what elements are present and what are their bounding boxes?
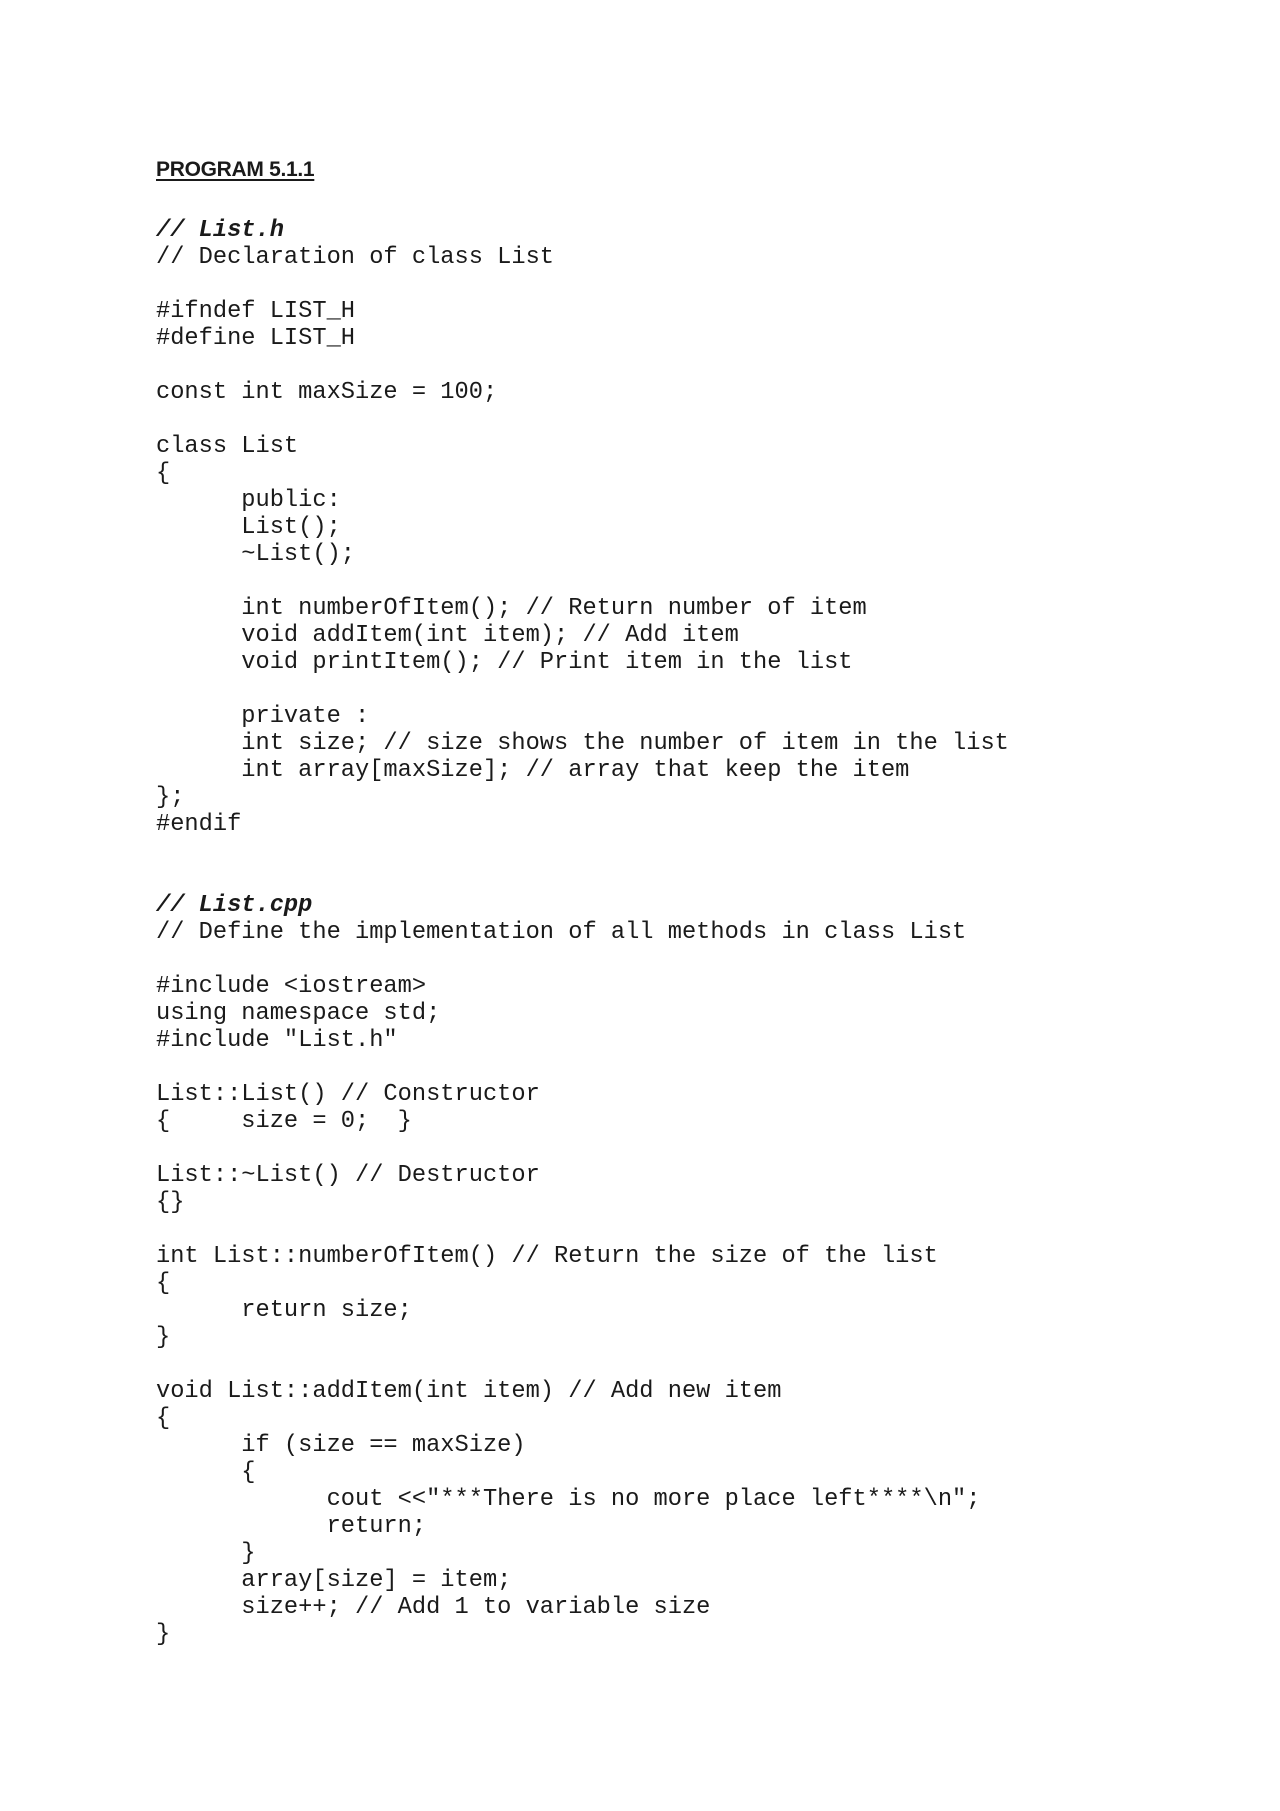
code-line: int List::numberOfItem() // Return the size of the list <box>156 1243 938 1270</box>
code-line: class List <box>156 433 299 460</box>
code-line: #include <iostream> <box>156 973 427 1000</box>
code-line: { <box>156 1405 171 1432</box>
code-line <box>156 271 1280 298</box>
code-line <box>156 1351 1280 1378</box>
code-line: array[size] = item; <box>156 1567 512 1594</box>
code-line <box>156 676 1280 703</box>
code-line: } <box>156 1324 171 1351</box>
code-line: // Declaration of class List <box>156 244 555 271</box>
code-line <box>156 1135 1280 1162</box>
code-line: // Define the implementation of all methods in class List <box>156 919 967 946</box>
code-line: } <box>156 1621 171 1648</box>
code-line <box>156 352 1280 379</box>
code-line: int numberOfItem(); // Return number of item <box>156 595 867 622</box>
code-line: { <box>156 1459 256 1486</box>
code-line: #include "List.h" <box>156 1027 398 1054</box>
code-line <box>156 406 1280 433</box>
code-line: #endif <box>156 811 242 838</box>
code-line <box>156 865 1280 892</box>
code-line: size++; // Add 1 to variable size <box>156 1594 711 1621</box>
code-line: return size; <box>156 1297 412 1324</box>
code-line: public: <box>156 487 341 514</box>
code-line: }; <box>156 784 185 811</box>
code-line: #define LIST_H <box>156 325 356 352</box>
code-line: if (size == maxSize) <box>156 1432 526 1459</box>
code-line: { size = 0; } <box>156 1108 412 1135</box>
code-line: const int maxSize = 100; <box>156 379 498 406</box>
code-line <box>156 1216 1280 1243</box>
code-line: List(); <box>156 514 341 541</box>
code-line <box>156 1054 1280 1081</box>
code-line: void printItem(); // Print item in the list <box>156 649 853 676</box>
program-title: PROGRAM 5.1.1 <box>156 158 315 181</box>
code-line <box>156 838 1280 865</box>
code-line: return; <box>156 1513 427 1540</box>
code-line <box>156 568 1280 595</box>
code-line: cout <<"***There is no more place left****\n"; <box>156 1486 981 1513</box>
code-line: { <box>156 460 171 487</box>
code-line <box>156 946 1280 973</box>
code-line: ~List(); <box>156 541 356 568</box>
code-line: int size; // size shows the number of item in the list <box>156 730 1009 757</box>
code-line: private : <box>156 703 370 730</box>
code-line: int array[maxSize]; // array that keep the item <box>156 757 910 784</box>
code-line: { <box>156 1270 171 1297</box>
file-header-comment: // List.cpp <box>156 892 313 919</box>
document-page <box>156 157 1280 1648</box>
code-line: } <box>156 1540 256 1567</box>
code-line: List::~List() // Destructor <box>156 1162 540 1189</box>
file-header-comment: // List.h <box>156 217 284 244</box>
code-line: List::List() // Constructor <box>156 1081 540 1108</box>
code-line: using namespace std; <box>156 1000 441 1027</box>
code-listing <box>156 217 1280 1648</box>
code-line: #ifndef LIST_H <box>156 298 356 325</box>
code-line: {} <box>156 1189 185 1216</box>
code-line: void List::addItem(int item) // Add new item <box>156 1378 782 1405</box>
code-line: void addItem(int item); // Add item <box>156 622 739 649</box>
